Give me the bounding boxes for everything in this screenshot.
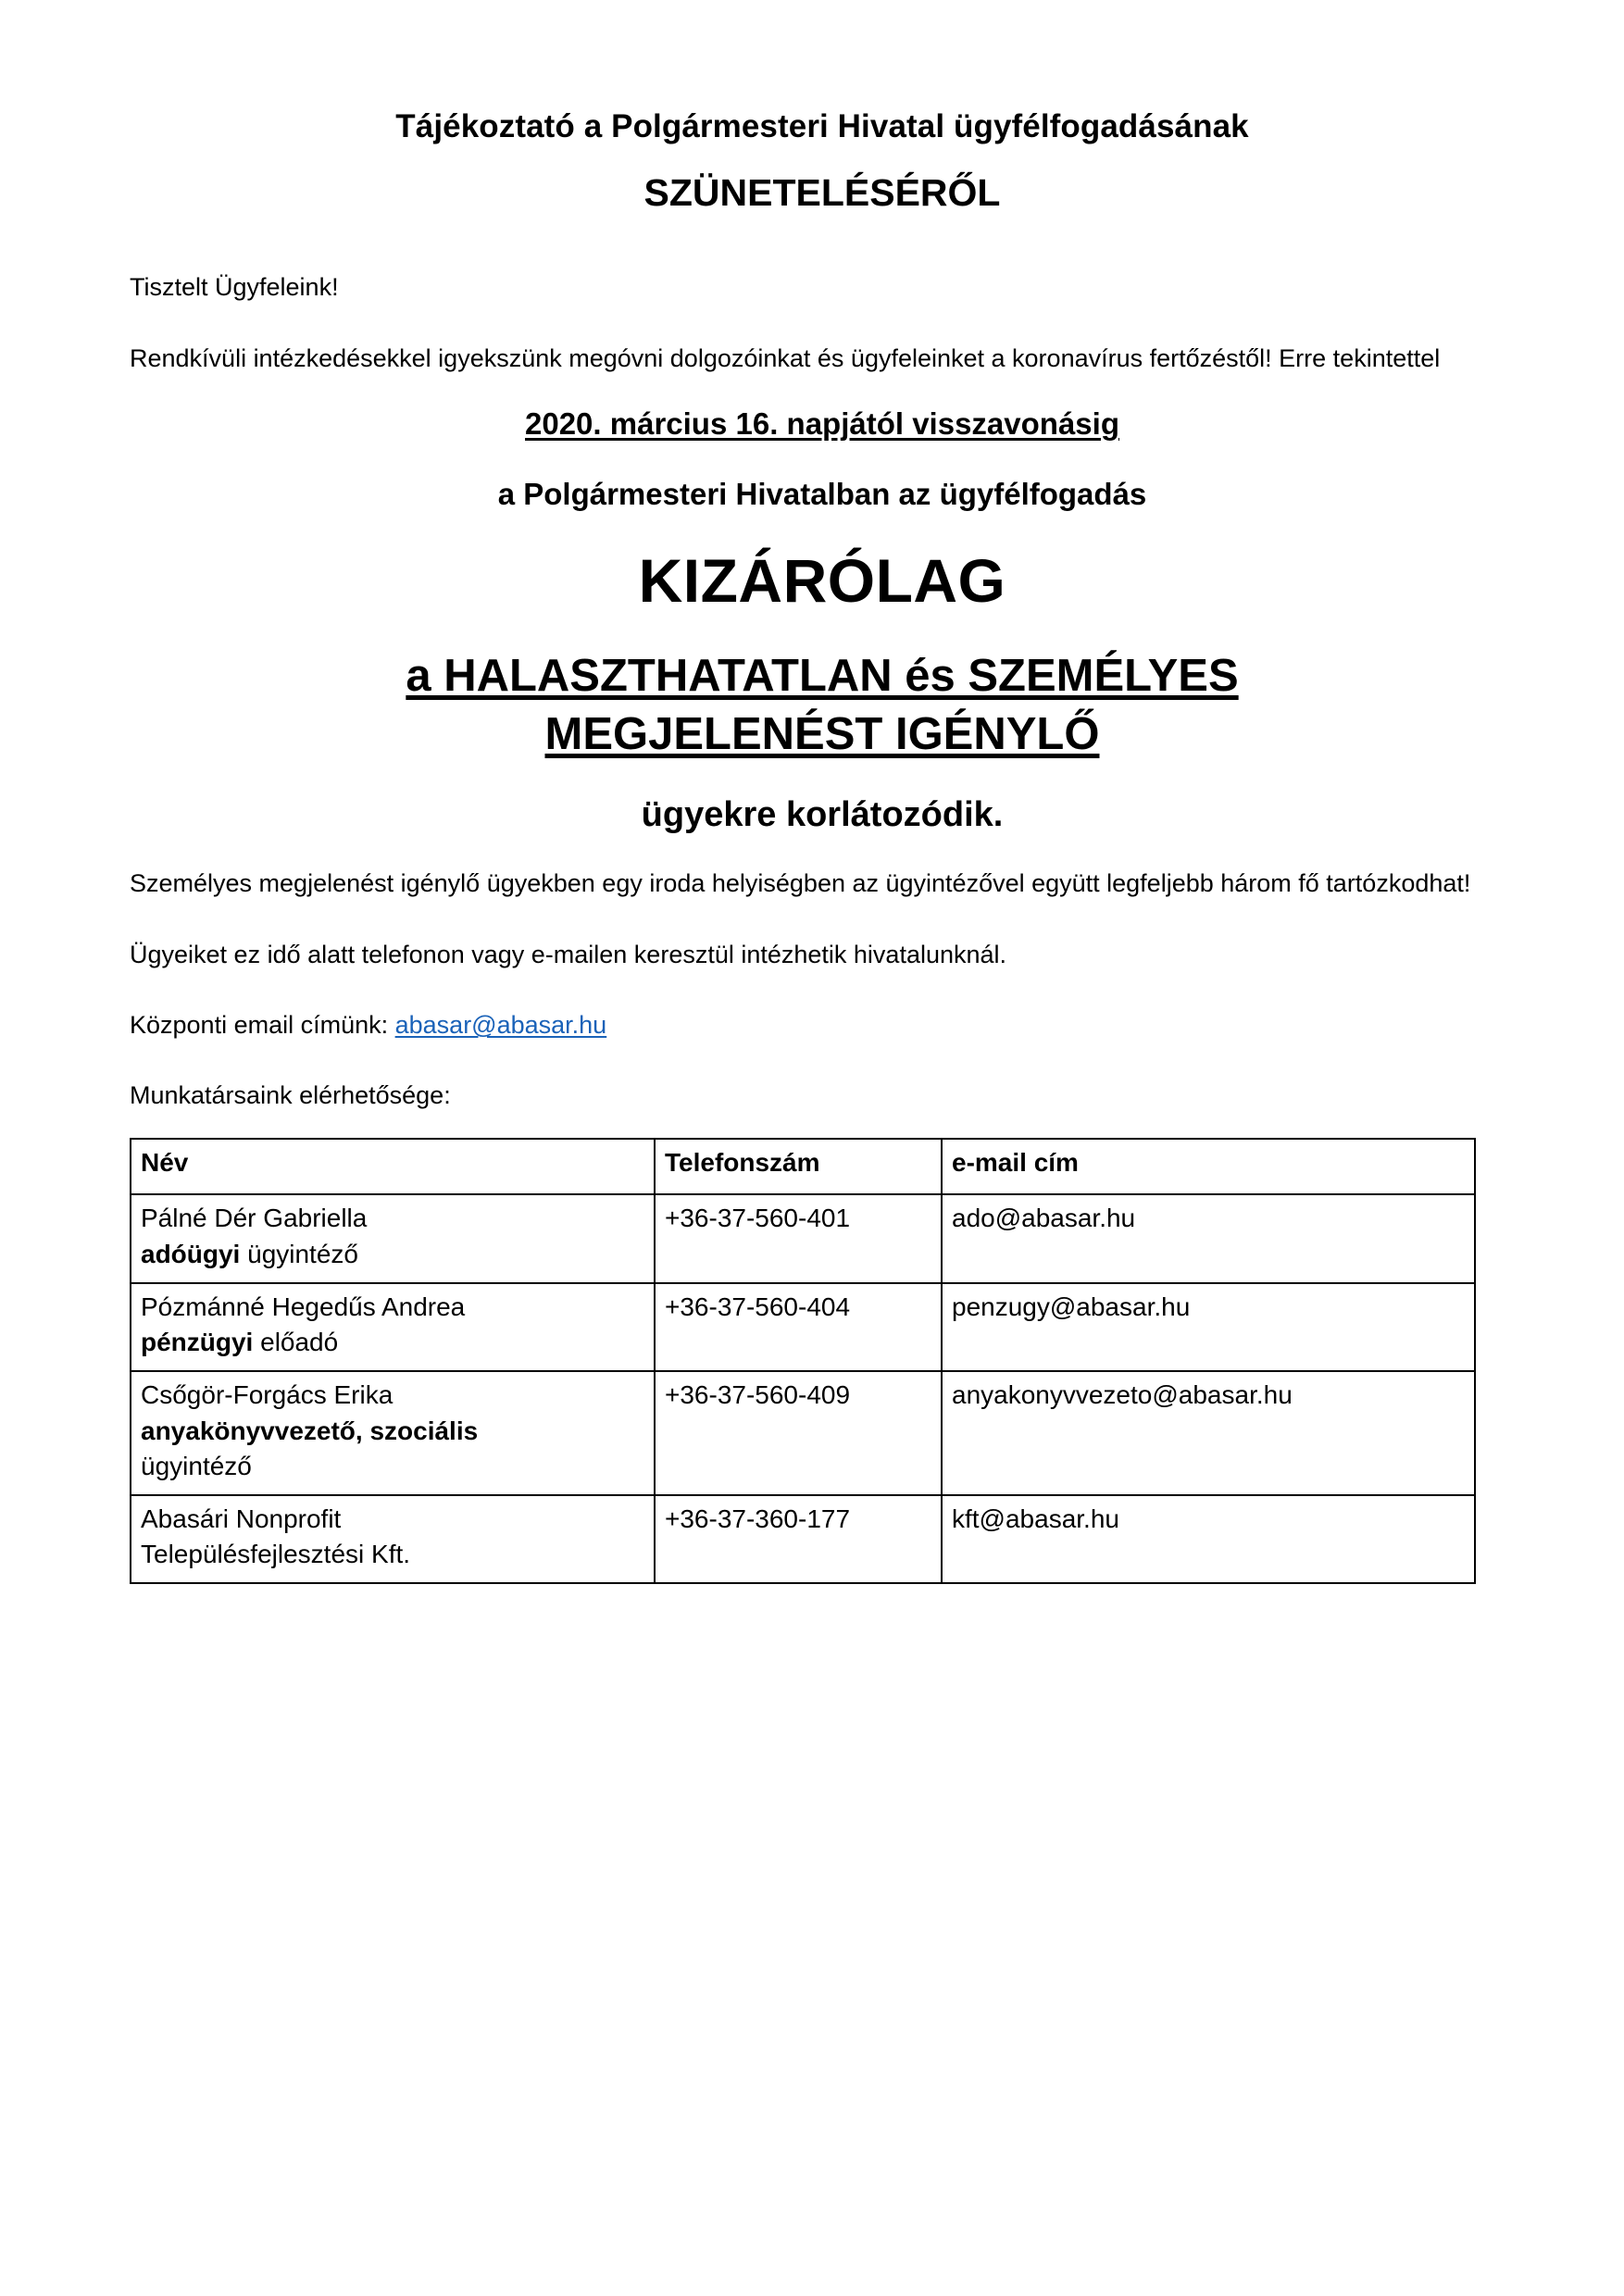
contact-role-rest: ügyintéző	[141, 1452, 252, 1481]
contacts-label: Munkatársaink elérhetősége:	[130, 1081, 451, 1110]
spacer	[130, 1042, 1515, 1078]
emphasis-subject-line: a Polgármesteri Hivatalban az ügyfélfogadás	[497, 476, 1147, 511]
cell-email: anyakonyvvezeto@abasar.hu	[942, 1371, 1475, 1495]
cell-email: ado@abasar.hu	[942, 1194, 1475, 1282]
spacer	[130, 376, 1515, 404]
cell-email: penzugy@abasar.hu	[942, 1283, 1475, 1371]
column-header-phone: Telefonszám	[655, 1139, 942, 1195]
contact-role	[141, 1237, 644, 1273]
table-row	[131, 1495, 1475, 1583]
cell-name	[131, 1495, 655, 1583]
emphasis-date-text: 2020. március 16. napjától visszavonásig	[525, 406, 1119, 442]
table-row	[131, 1283, 1475, 1371]
headline-exclusive: KIZÁRÓLAG	[638, 546, 1006, 616]
headline-line-2	[130, 705, 1515, 765]
spacer	[130, 619, 1515, 647]
body-paragraph-1: Személyes megjelenést igénylő ügyekben egy iroda helyiségben az ügyintézővel együtt legfeljebb három fő tartózkodhat!	[130, 869, 1471, 898]
spacer	[130, 902, 1515, 937]
contact-role	[141, 1414, 644, 1485]
cell-phone: +36-37-560-404	[655, 1283, 942, 1371]
central-email-label: Központi email címünk:	[130, 1011, 395, 1040]
headline-line-1	[130, 647, 1515, 706]
spacer	[130, 218, 1515, 269]
cell-name	[131, 1283, 655, 1371]
headline-line-2-text: MEGJELENÉST IGÉNYLŐ	[544, 709, 1100, 760]
table-row	[131, 1194, 1475, 1282]
headline-line-1-text: a HALASZTHATATLAN és SZEMÉLYES	[406, 650, 1239, 701]
spacer	[130, 515, 1515, 543]
contact-name: Abasári Nonprofit	[141, 1504, 342, 1533]
central-email-link[interactable]: abasar@abasar.hu	[394, 1011, 607, 1040]
contact-role-rest: előadó	[253, 1328, 339, 1357]
headline-closing: ügyekre korlátozódik.	[641, 795, 1004, 835]
contact-role	[141, 1325, 644, 1361]
contact-role	[141, 1537, 644, 1573]
contact-name: Pálné Dér Gabriella	[141, 1204, 368, 1233]
contact-role-bold: pénzügyi	[141, 1328, 254, 1357]
salutation: Tisztelt Ügyfeleink!	[130, 273, 339, 302]
cell-name	[131, 1371, 655, 1495]
contact-role-bold: adóügyi	[141, 1240, 241, 1269]
spacer	[130, 838, 1515, 866]
contact-role-rest: ügyintéző	[240, 1240, 358, 1269]
spacer	[130, 306, 1515, 341]
cell-name	[131, 1194, 655, 1282]
column-header-email: e-mail cím	[942, 1139, 1475, 1195]
document-title-line-2: SZÜNETELÉSÉRŐL	[643, 171, 1001, 215]
emphasis-date-line	[130, 404, 1515, 445]
cell-phone: +36-37-360-177	[655, 1495, 942, 1583]
table-header-row	[131, 1139, 1475, 1195]
body-paragraph-2: Ügyeiket ez idő alatt telefonon vagy e-mailen keresztül intézhetik hivatalunknál.	[130, 940, 1007, 968]
contacts-table	[130, 1138, 1476, 1584]
column-header-name: Név	[131, 1139, 655, 1195]
cell-email: kft@abasar.hu	[942, 1495, 1475, 1583]
cell-phone: +36-37-560-409	[655, 1371, 942, 1495]
contact-role-bold: anyakönyvvezető, szociális	[141, 1416, 479, 1445]
contact-role-rest: Településfejlesztési Kft.	[141, 1540, 411, 1569]
table-row	[131, 1371, 1475, 1495]
document-title-line-1: Tájékoztató a Polgármesteri Hivatal ügyfélfogadásának	[395, 108, 1249, 144]
contact-name: Csőgör-Forgács Erika	[141, 1379, 394, 1409]
intro-paragraph: Rendkívüli intézkedésekkel igyekszünk megóvni dolgozóinkat és ügyfeleinket a koronavírus fertőzéstől! Erre tekintettel	[130, 343, 1441, 372]
contacts-table-body	[131, 1194, 1475, 1583]
spacer	[130, 445, 1515, 473]
central-email-line	[130, 1007, 1515, 1042]
spacer	[130, 765, 1515, 792]
spacer	[130, 972, 1515, 1007]
cell-phone: +36-37-560-401	[655, 1194, 942, 1282]
contact-name: Pózmánné Hegedűs Andrea	[141, 1292, 466, 1321]
